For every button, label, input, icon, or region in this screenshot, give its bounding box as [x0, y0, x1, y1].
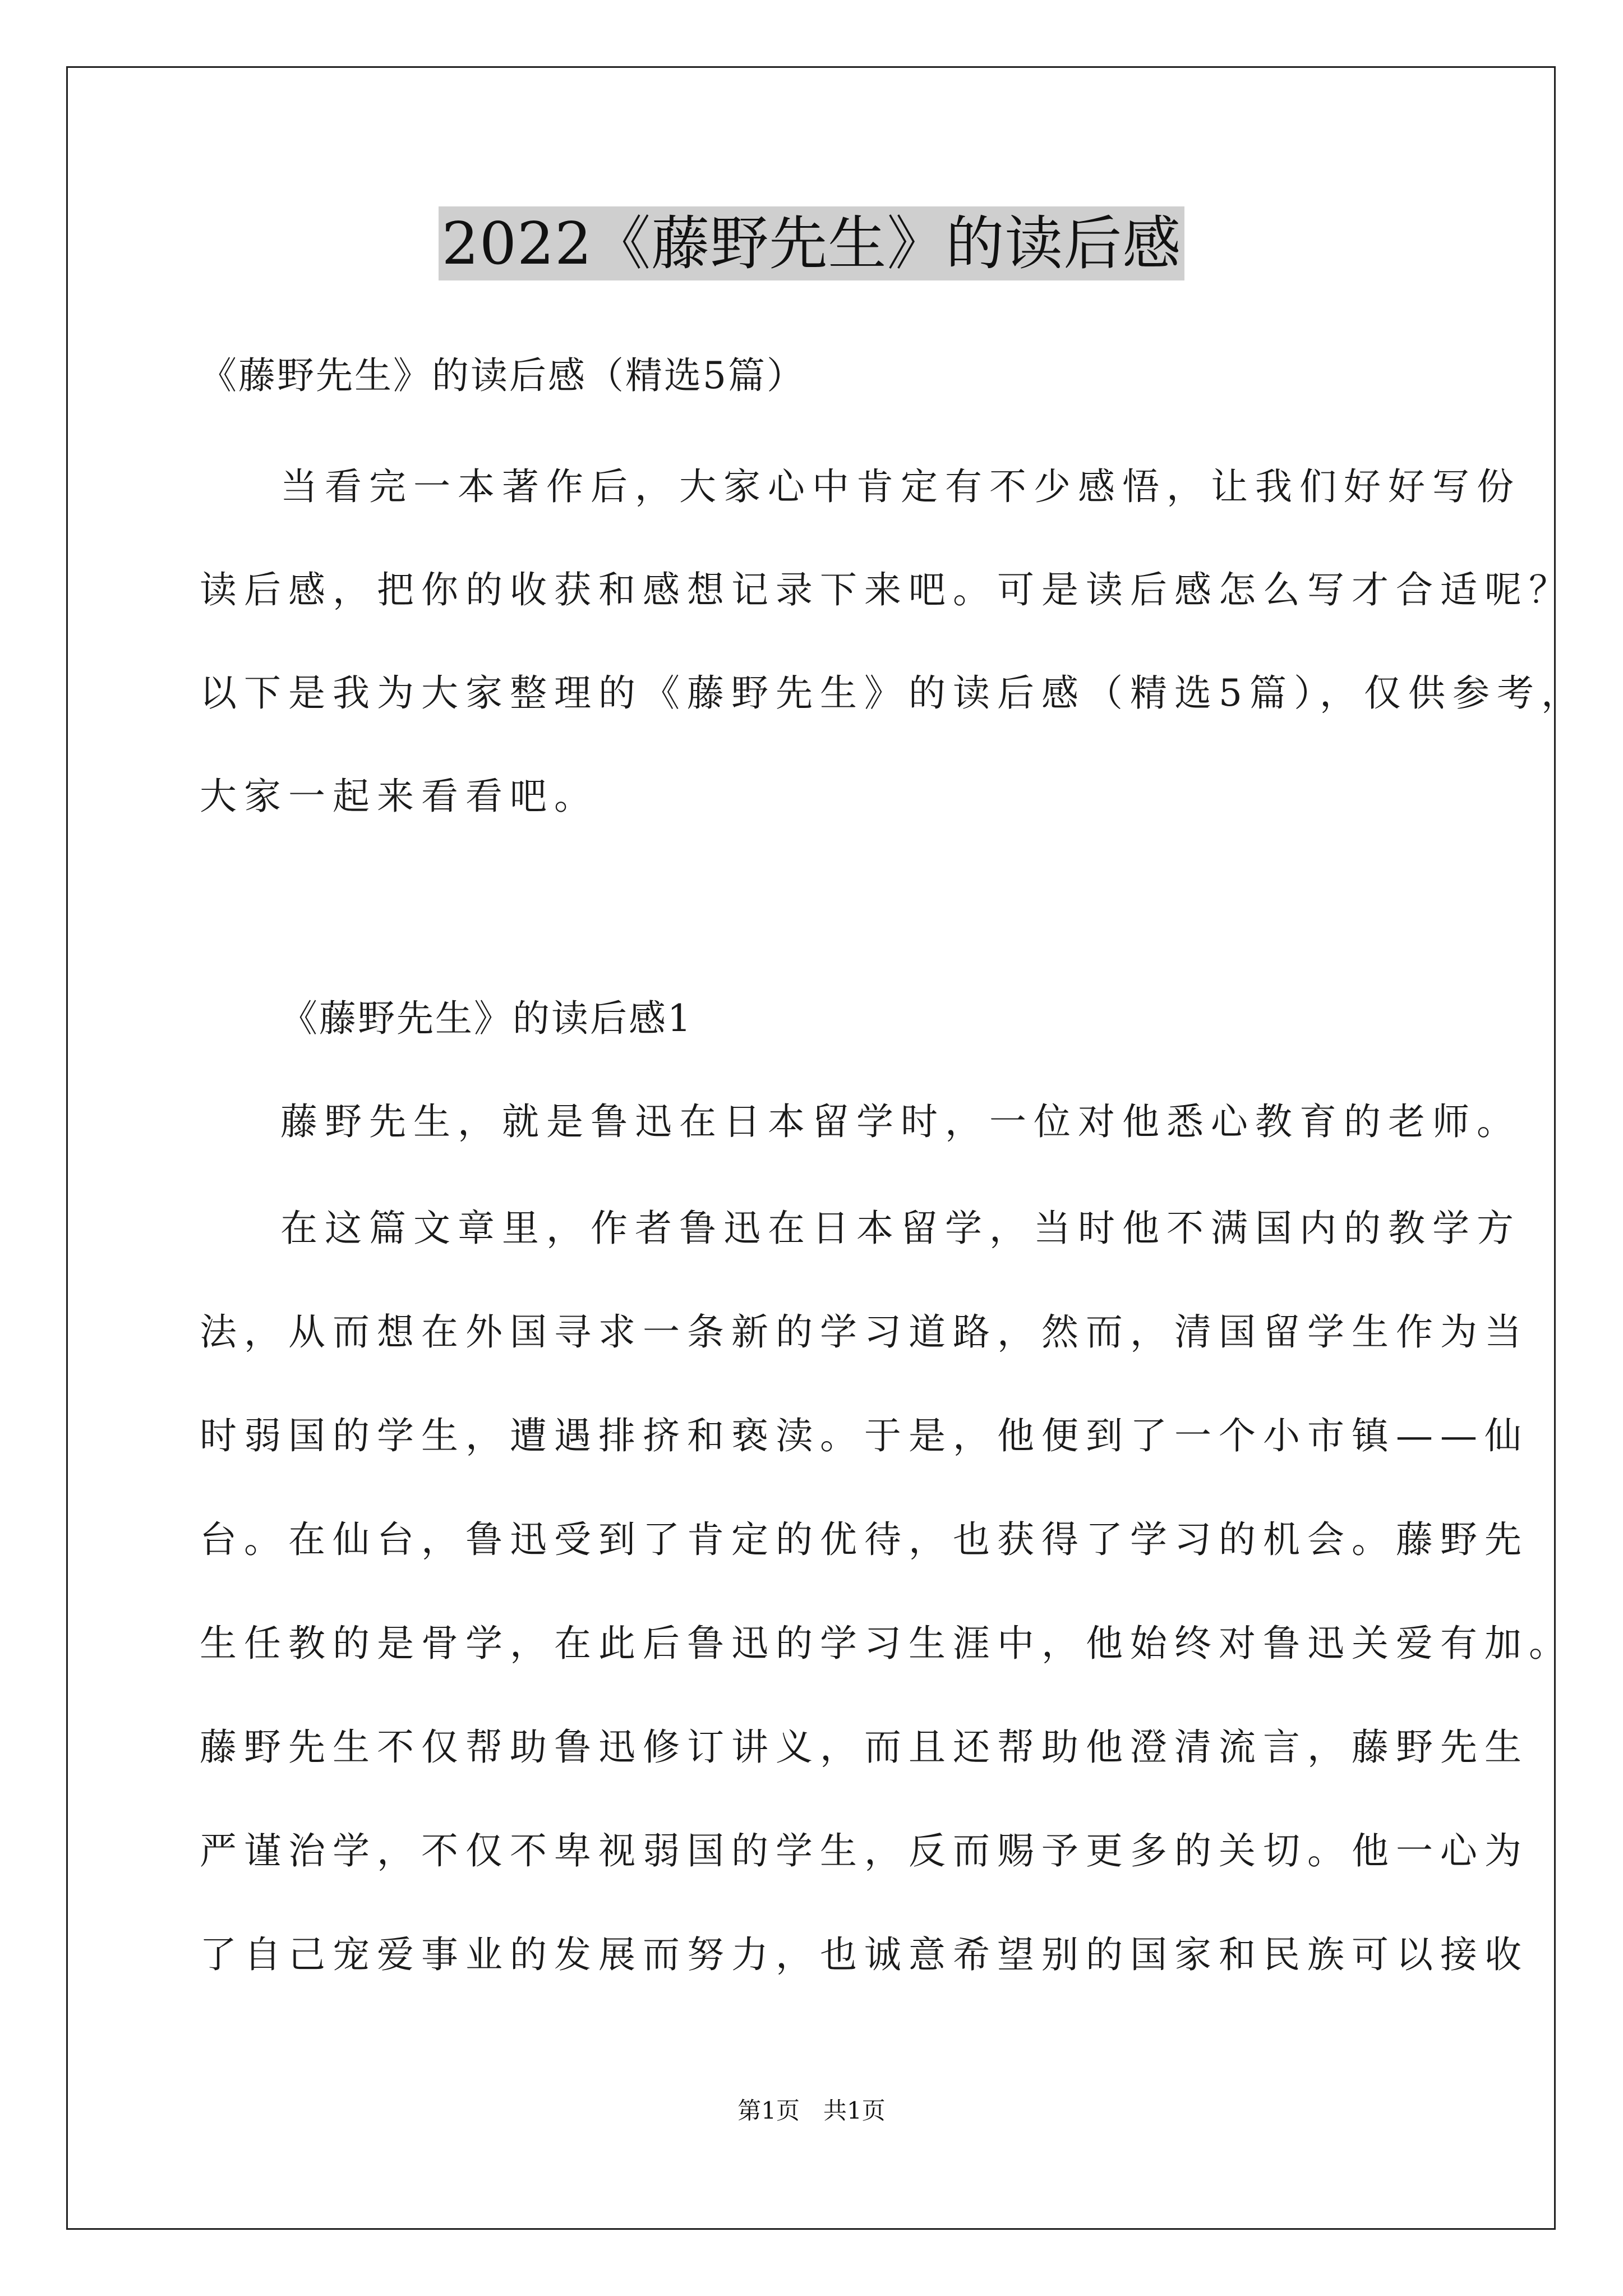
- title-container: [0, 206, 1623, 280]
- paragraph-line: 法，从而想在外国寻求一条新的学习道路，然而，清国留学生作为当: [200, 1310, 1529, 1354]
- paragraph-line: 时弱国的学生，遭遇排挤和亵渎。于是，他便到了一个小市镇——仙: [200, 1414, 1529, 1457]
- paragraph-line: 严谨治学，不仅不卑视弱国的学生，反而赐予更多的关切。他一心为: [200, 1829, 1529, 1872]
- paragraph-line: 在这篇文章里，作者鲁迅在日本留学，当时他不满国内的教学方: [280, 1207, 1521, 1250]
- intro-line: 以下是我为大家整理的《藤野先生》的读后感（精选5篇），仅供参考，: [200, 671, 1585, 715]
- paragraph-line: 台。在仙台，鲁迅受到了肯定的优待，也获得了学习的机会。藤野先: [200, 1518, 1529, 1561]
- paragraph-line: 了自己宠爱事业的发展而努力，也诚意希望别的国家和民族可以接收: [200, 1933, 1529, 1976]
- paragraph-line: 藤野先生不仅帮助鲁迅修订讲义，而且还帮助他澄清流言，藤野先生: [200, 1726, 1529, 1769]
- page-footer: 第1页 共1页: [737, 2097, 886, 2124]
- intro-line: 大家一起来看看吧。: [200, 775, 598, 818]
- document-subtitle: 《藤野先生》的读后感（精选5篇）: [200, 354, 805, 397]
- paragraph-line: 藤野先生，就是鲁迅在日本留学时，一位对他悉心教育的老师。: [280, 1100, 1521, 1143]
- intro-line: 当看完一本著作后，大家心中肯定有不少感悟，让我们好好写份: [280, 465, 1521, 508]
- section-heading: 《藤野先生》的读后感1: [280, 997, 693, 1040]
- intro-line: 读后感，把你的收获和感想记录下来吧。可是读后感怎么写才合适呢？: [200, 568, 1573, 611]
- paragraph-line: 生任教的是骨学，在此后鲁迅的学习生涯中，他始终对鲁迅关爱有加。: [200, 1622, 1573, 1665]
- document-title: 2022《藤野先生》的读后感: [439, 206, 1185, 280]
